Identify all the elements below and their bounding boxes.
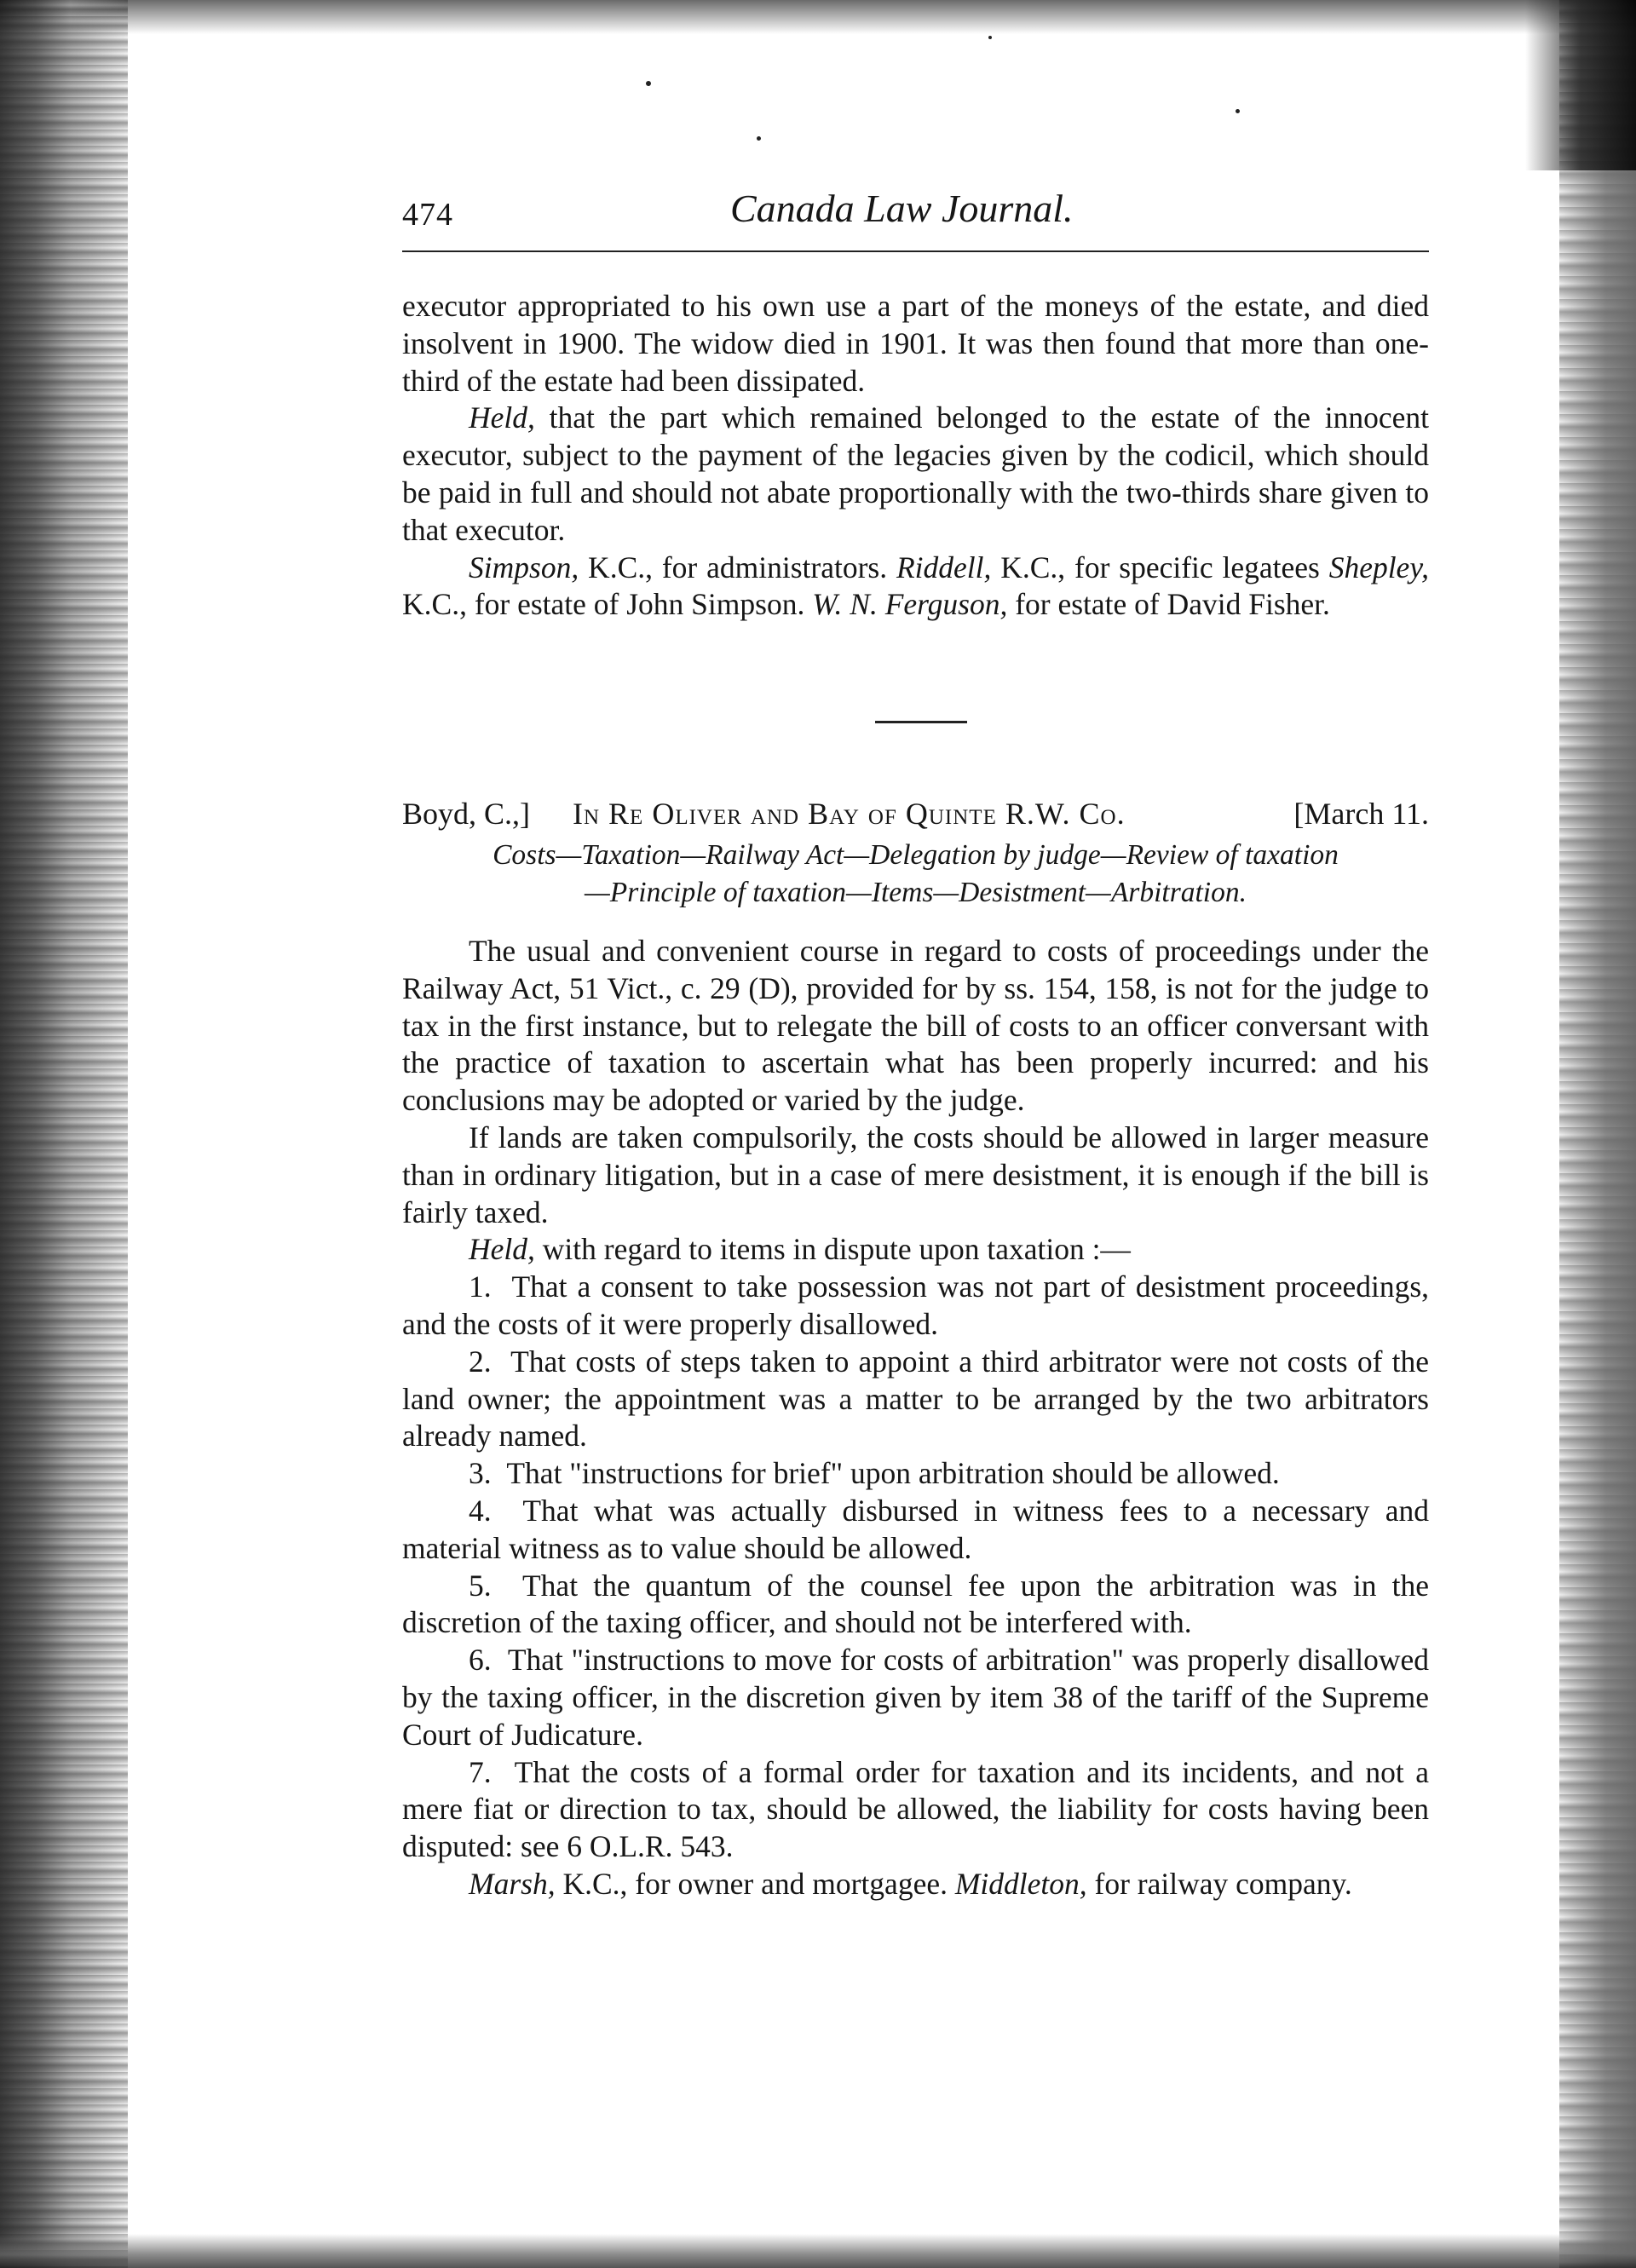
item-text: That "instructions for brief" upon arbitration should be allowed. xyxy=(506,1456,1280,1491)
counsel-name: Middleton, xyxy=(954,1866,1087,1901)
item-text: That a consent to take possession was not part of desistment proceedings, and the costs of it were properly disallowed. xyxy=(402,1269,1430,1341)
item-number: 6. xyxy=(469,1643,492,1678)
item-text: That costs of steps taken to appoint a third arbitrator were not costs of the land owner; the appointment was a matter to be arranged by the two arbitrators already named. xyxy=(402,1344,1429,1453)
item-number: 5. xyxy=(469,1568,492,1603)
list-item xyxy=(402,1493,1429,1568)
item-text: That the costs of a formal order for taxation and its incidents, and not a mere fiat or direction to tax, should be allowed, the liability for costs having been disputed: see 6 O.L.R. 543. xyxy=(402,1754,1429,1864)
counsel-name: Shepley, xyxy=(1328,550,1429,584)
case-judge: Boyd, C.,] xyxy=(402,797,531,831)
scan-edge-top xyxy=(0,0,1636,34)
held-label: Held, xyxy=(469,400,535,435)
scan-edge-right xyxy=(1559,0,1636,2268)
headnote-paragraph: The usual and convenient course in regard to costs of proceedings under the Railway Act, 51 Vict., c. 29 (D), provided for by ss. 154, 158, is not for the judge to tax in the first instance, but to relegate the bill of costs to an officer conversant with the practice of taxation to ascertain what has been properly incurred: and his conclusions may be adopted or varied by the judge. xyxy=(402,934,1429,1118)
held-paragraph xyxy=(402,1231,1429,1269)
scan-speck xyxy=(1236,109,1240,113)
page-number: 474 xyxy=(402,197,453,233)
second-case-text xyxy=(402,933,1429,1903)
list-item xyxy=(402,1455,1429,1493)
counsel-text: for estate of David Fisher. xyxy=(1007,587,1330,622)
item-text: That the quantum of the counsel fee upon the arbitration was in the discretion of the taxing officer, and should not be interfered with. xyxy=(402,1568,1430,1640)
counsel-name: Simpson, xyxy=(469,550,579,584)
item-number: 2. xyxy=(469,1344,492,1379)
case-name: In Re Oliver and Bay of Quinte R.W. Co. xyxy=(573,797,1126,831)
document-page xyxy=(402,179,1430,1901)
list-item xyxy=(402,1344,1429,1455)
list-item xyxy=(402,1642,1429,1753)
scan-edge-bottom xyxy=(0,2234,1636,2268)
item-number: 3. xyxy=(469,1456,492,1491)
section-divider xyxy=(875,721,967,723)
held-paragraph xyxy=(402,400,1429,549)
continued-paragraph: executor appropriated to his own use a part of the moneys of the estate, and died insolvent in 1900. The widow died in 1901. It was then found that more than one-third of the estate had been dissipated. xyxy=(402,289,1429,398)
first-case-text xyxy=(402,288,1429,624)
item-text: That "instructions to move for costs of arbitration" was properly disallowed by the taxing officer, in the discretion given by item 38 of the tariff of the Supreme Court of Judicature. xyxy=(402,1643,1430,1752)
scan-edge-left xyxy=(0,0,128,2268)
counsel-name: W. N. Ferguson, xyxy=(812,587,1008,622)
scan-speck xyxy=(757,136,761,141)
list-item xyxy=(402,1754,1429,1866)
counsel-text: K.C., for administrators. xyxy=(579,550,896,584)
item-number: 1. xyxy=(469,1269,492,1304)
item-number: 4. xyxy=(469,1493,492,1528)
item-number: 7. xyxy=(469,1754,492,1789)
counsel-paragraph xyxy=(402,1866,1429,1903)
subject-line: Costs—Taxation—Railway Act—Delegation by judge—Review of taxation xyxy=(493,839,1339,871)
counsel-text: K.C., for specific legatees xyxy=(991,550,1329,584)
headnote-paragraph: If lands are taken compulsorily, the costs should be allowed in larger measure than in ordinary litigation, but in a case of mere desistment, it is enough if the bill is fairly taxed. xyxy=(402,1120,1429,1229)
held-text: that the part which remained belonged to the estate of the innocent executor, subject to the payment of the legacies given by the codicil, which should be paid in full and should not abate proportionally with the two-thirds share given to that executor. xyxy=(402,400,1429,547)
held-label: Held, xyxy=(469,1232,535,1267)
running-head xyxy=(402,179,1429,239)
held-text: with regard to items in dispute upon taxation :— xyxy=(534,1232,1131,1267)
scan-speck xyxy=(988,36,992,39)
case-subject xyxy=(402,837,1429,912)
counsel-text: K.C., for owner and mortgagee. xyxy=(555,1866,955,1901)
header-rule xyxy=(402,250,1429,252)
counsel-paragraph xyxy=(402,550,1429,625)
counsel-name: Riddell, xyxy=(896,550,992,584)
counsel-text: for railway company. xyxy=(1086,1866,1352,1901)
subject-line: —Principle of taxation—Items—Desistment—Arbitration. xyxy=(585,877,1247,908)
list-item xyxy=(402,1269,1429,1344)
scan-shadow-top-right xyxy=(1525,0,1636,170)
counsel-name: Marsh, xyxy=(469,1866,556,1901)
item-text: That what was actually disbursed in witness fees to a necessary and material witness as to value should be allowed. xyxy=(402,1493,1430,1565)
scan-speck xyxy=(646,81,651,86)
journal-title: Canada Law Journal. xyxy=(730,187,1074,230)
case-date: [March 11. xyxy=(1293,797,1429,831)
list-item xyxy=(402,1568,1429,1643)
counsel-text: K.C., for estate of John Simpson. xyxy=(402,587,813,622)
